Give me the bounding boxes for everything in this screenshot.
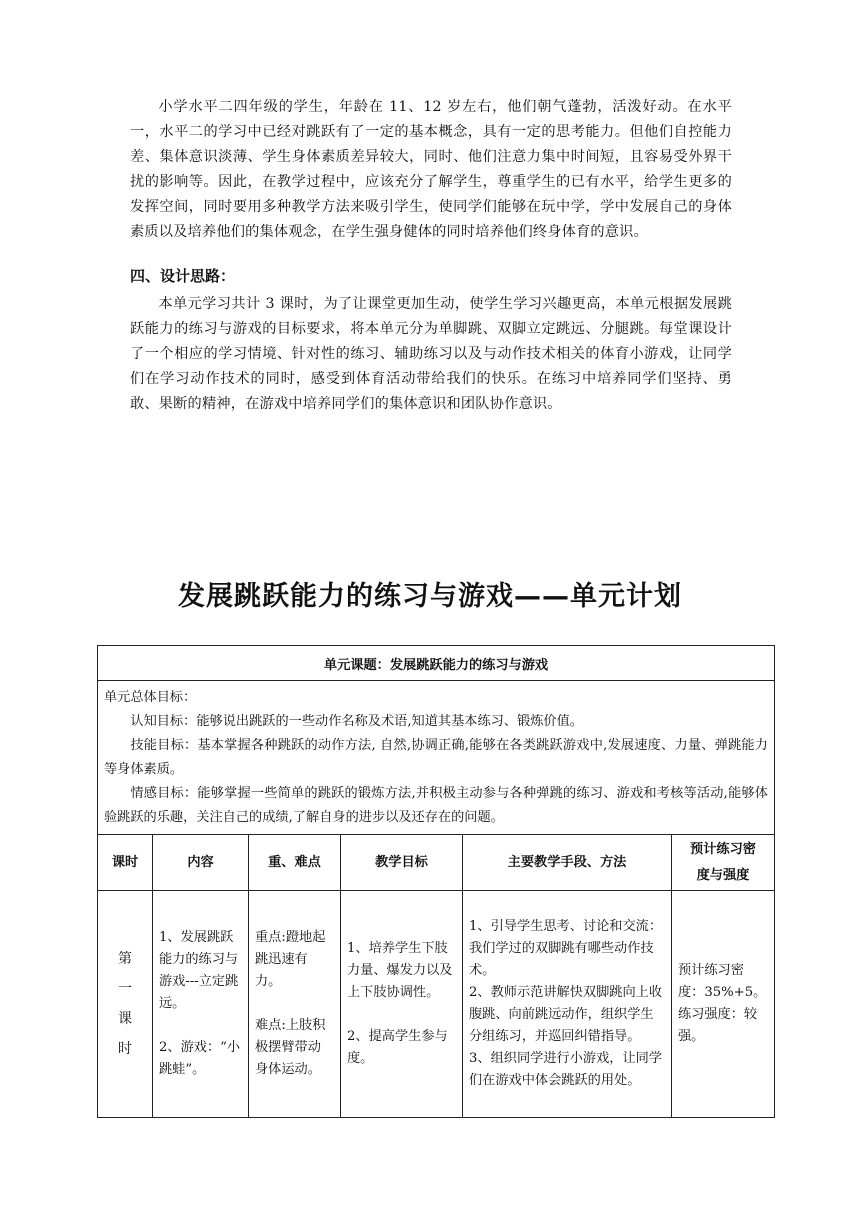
method-3: 3、组织同学进行小游戏，让同学们在游戏中体会跳跃的用处。 <box>469 1051 663 1088</box>
col-header-lesson: 课时 <box>98 835 153 891</box>
lesson-char-4: 时 <box>118 1041 132 1057</box>
lesson-number-cell <box>98 891 153 1118</box>
section-heading-design-ideas: 四、设计思路： <box>130 267 236 285</box>
content-item-2: 2、游戏：“小跳蛙”。 <box>159 1040 241 1077</box>
col-header-teaching-goal: 教学目标 <box>341 835 463 891</box>
practice-intensity: 练习强度：较强。 <box>678 1007 758 1044</box>
document-title: 发展跳跃能力的练习与游戏——单元计划 <box>178 581 682 612</box>
column-header-row <box>98 835 775 891</box>
col-header-key-points: 重、难点 <box>249 835 341 891</box>
teaching-goal-1: 1、培养学生下肢力量、爆发力以及上下肢协调性。 <box>347 941 453 1000</box>
content-cell <box>153 891 249 1118</box>
overall-goals-cell <box>98 681 775 835</box>
col-header-intensity-line1: 预计练习密 <box>690 841 756 857</box>
unit-plan-table <box>97 645 775 1118</box>
table-row <box>98 891 775 1118</box>
method-1: 1、引导学生思考、讨论和交流：我们学过的双脚跳有哪些动作技术。 <box>469 919 663 978</box>
key-point: 重点:蹬地起跳迅速有力。 <box>255 930 326 989</box>
col-header-content: 内容 <box>153 835 249 891</box>
skill-goal: 技能目标：基本掌握各种跳跃的动作方法, 自然,协调正确,能够在各类跳跃游戏中,发展速度、力量、弹跳能力等身体素质。 <box>104 738 768 777</box>
teaching-goal-2: 2、提高学生参与度。 <box>347 1029 448 1066</box>
col-header-intensity-line2: 度与强度 <box>696 867 750 883</box>
col-header-methods: 主要教学手段、方法 <box>463 835 672 891</box>
practice-density: 预计练习密度：35%+5。 <box>678 963 767 1000</box>
content-item-1: 1、发展跳跃能力的练习与游戏---立定跳远。 <box>159 930 239 1011</box>
intro-paragraph-2: 本单元学习共计 3 课时，为了让课堂更加生动，使学生学习兴趣更高，本单元根据发展跳跃能力的练习与游戏的目标要求，将本单元分为单脚跳、双脚立定跳远、分腿跳。每堂课设计了一个相应的学习情境、针对性的练习、辅助练习以及与动作技术相关的体育小游戏，让同学们在学习动作技术的同时，感受到体育活动带给我们的快乐。在练习中培养同学们坚持、勇敢、果断的精神，在游戏中培养同学们的集体意识和团队协作意识。 <box>130 296 732 412</box>
cognitive-goal: 认知目标：能够说出跳跃的一些动作名称及术语,知道其基本练习、锻炼价值。 <box>130 714 583 729</box>
affective-goal: 情感目标：能够掌握一些简单的跳跃的锻炼方法,并积极主动参与各种弹跳的练习、游戏和考核等活动,能够体验跳跃的乐趣，关注自己的成绩,了解自身的进步以及还存在的问题。 <box>104 786 768 825</box>
teaching-goal-cell <box>341 891 463 1118</box>
lesson-char-3: 课 <box>118 1011 132 1027</box>
methods-cell <box>463 891 672 1118</box>
overall-goal-label: 单元总体目标： <box>104 690 197 705</box>
difficulty-point: 难点:上肢积极摆臂带动身体运动。 <box>255 1018 326 1077</box>
col-header-intensity <box>672 835 775 891</box>
unit-topic-cell: 单元课题：发展跳跃能力的练习与游戏 <box>98 646 775 681</box>
intro-paragraph-1: 小学水平二四年级的学生，年龄在 11、12 岁左右，他们朝气蓬勃，活泼好动。在水平一，水平二的学习中已经对跳跃有了一定的基本概念，具有一定的思考能力。但他们自控能力差、集体意识淡薄、学生身体素质差异较大，同时、他们注意力集中时间短，且容易受外界干扰的影响等。因此，在教学过程中，应该充分了解学生，尊重学生的已有水平，给学生更多的发挥空间，同时要用多种教学方法来吸引学生，使同学们能够在玩中学，学中发展自己的身体素质以及培养他们的集体观念，在学生强身健体的同时培养他们终身体育的意识。 <box>130 99 732 240</box>
method-2: 2、教师示范讲解快双脚跳向上收腹跳、向前跳远动作，组织学生分组练习，并巡回纠错指导。 <box>469 985 663 1044</box>
lesson-char-1: 第 <box>118 951 132 967</box>
key-points-cell <box>249 891 341 1118</box>
intensity-cell <box>672 891 775 1118</box>
lesson-char-2: 一 <box>118 981 132 997</box>
